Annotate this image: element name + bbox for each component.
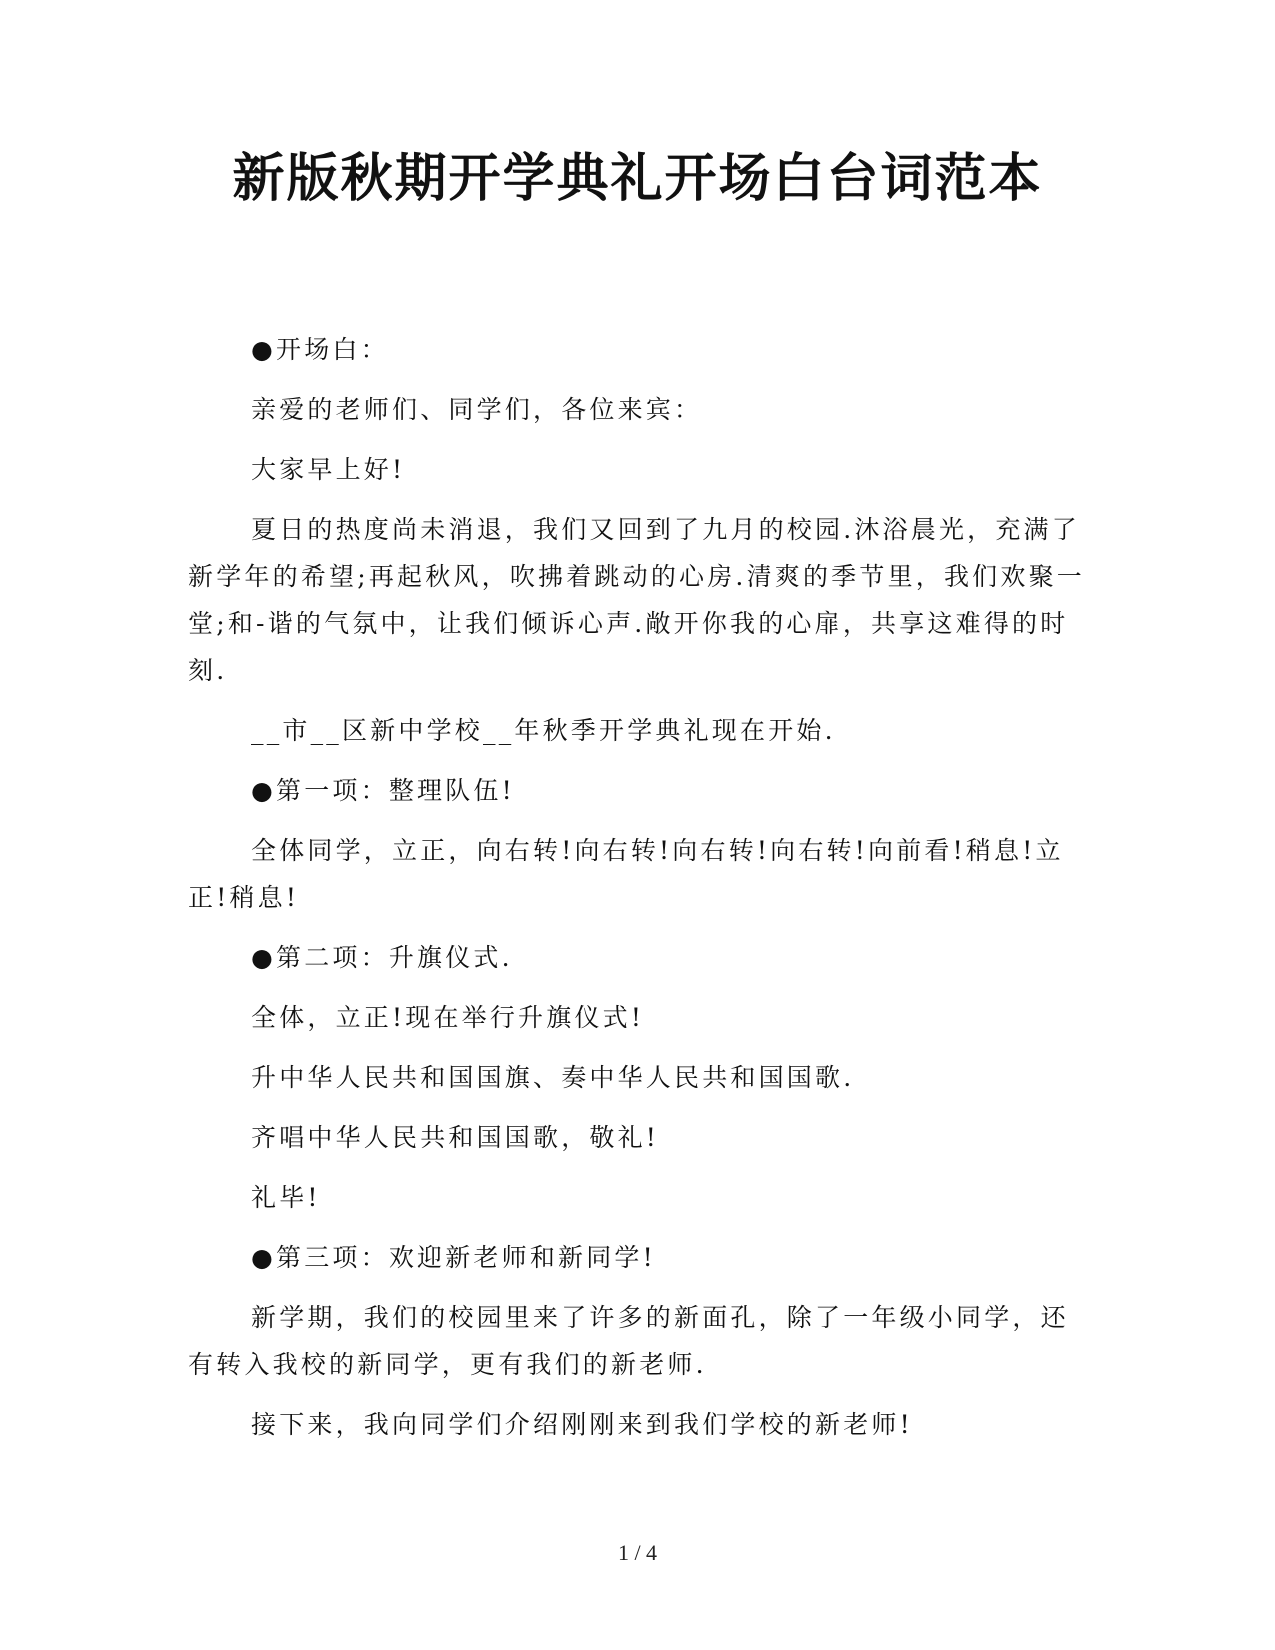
- paragraph-item-three-heading: ●第三项：欢迎新老师和新同学!: [251, 1243, 656, 1272]
- paragraph-opening-heading: ●开场白：: [251, 335, 389, 364]
- page-title: 新版秋期开学典礼开场白台词范本: [232, 148, 1043, 209]
- paragraph-intro: 夏日的热度尚未消退，我们又回到了九月的校园.沐浴晨光，充满了新学年的希望;再起秋风，吹拂着跳动的心房.清爽的季节里，我们欢聚一堂;和-谐的气氛中，让我们倾诉心声.敞开你我的心扉，共享这难得的时刻.: [188, 515, 1085, 685]
- paragraph-salute-end: 礼毕!: [251, 1183, 321, 1212]
- paragraph-new-faces: 新学期，我们的校园里来了许多的新面孔，除了一年级小同学，还有转入我校的新同学，更有我们的新老师.: [188, 1303, 1069, 1379]
- document-body: [188, 326, 1088, 1461]
- paragraph-salute: 齐唱中华人民共和国国歌，敬礼!: [251, 1123, 660, 1152]
- paragraph-item-one-heading: ●第一项：整理队伍!: [251, 776, 515, 805]
- paragraph-introduce-teachers: 接下来，我向同学们介绍刚刚来到我们学校的新老师!: [251, 1410, 913, 1439]
- paragraph-item-two-heading: ●第二项：升旗仪式.: [251, 943, 513, 972]
- paragraph-anthem: 升中华人民共和国国旗、奏中华人民共和国国歌.: [251, 1063, 855, 1092]
- paragraph-ceremony-start: __市__区新中学校__年秋季开学典礼现在开始.: [251, 716, 836, 745]
- paragraph-flag-raising: 全体，立正!现在举行升旗仪式!: [251, 1003, 645, 1032]
- paragraph-salutation: 亲爱的老师们、同学们，各位来宾：: [251, 395, 703, 424]
- paragraph-item-one-commands: 全体同学，立正，向右转!向右转!向右转!向右转!向前看!稍息!立正!稍息!: [188, 836, 1064, 912]
- page-number: 1 / 4: [617, 1540, 658, 1565]
- paragraph-greeting: 大家早上好!: [251, 455, 406, 484]
